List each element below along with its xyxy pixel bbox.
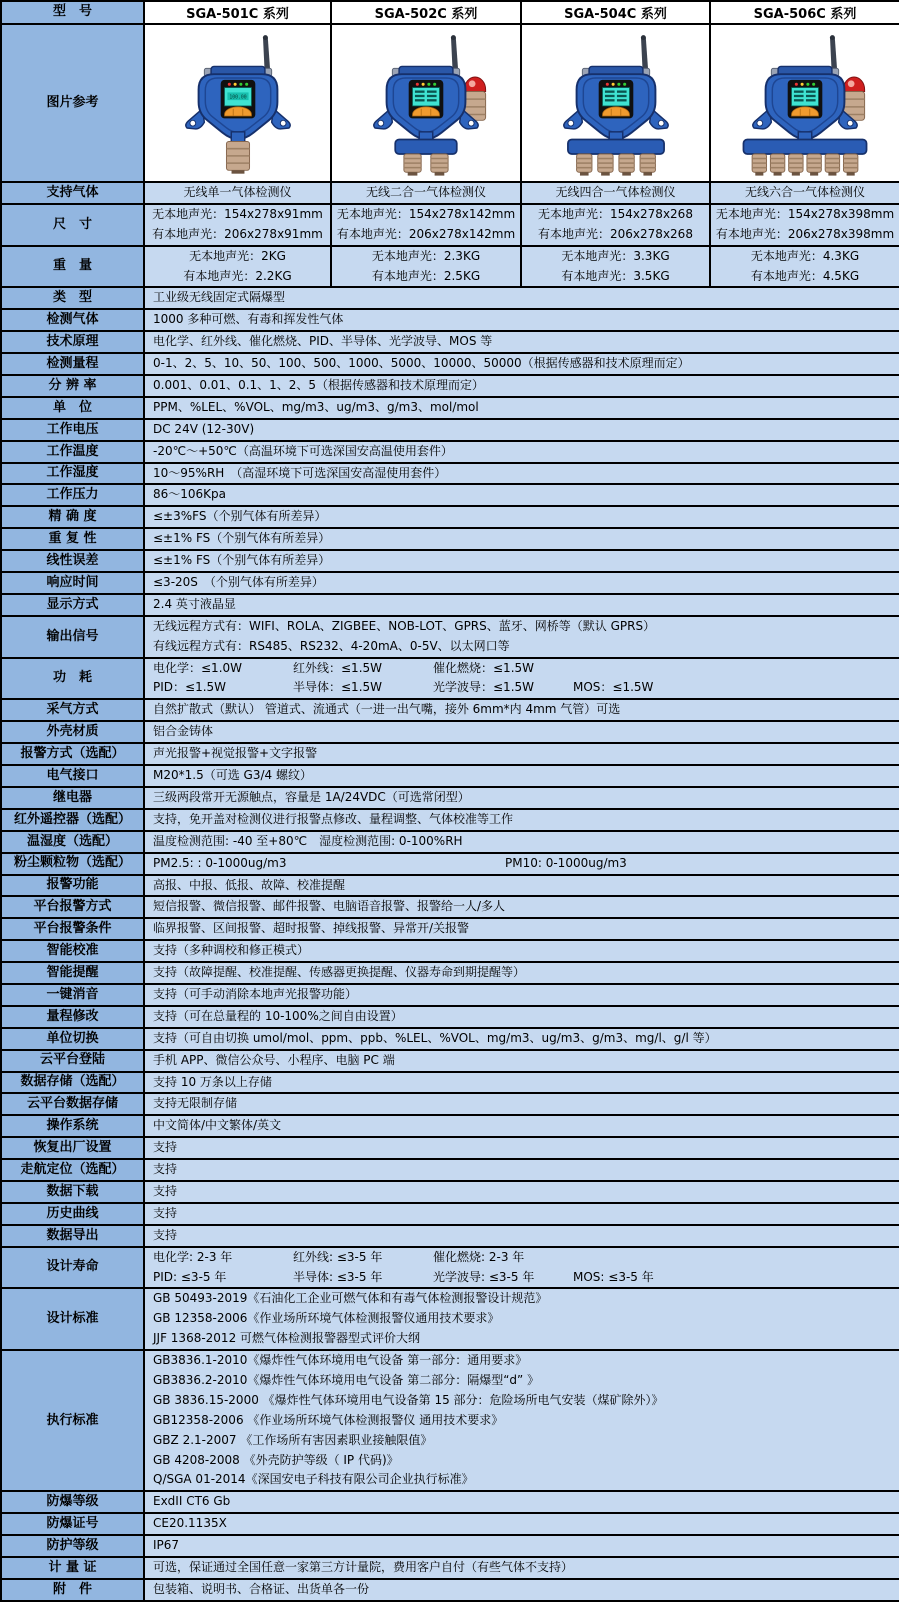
spec-row-label: 工作电压 xyxy=(1,419,144,441)
value-line: 无本地声光：154x278x398mm xyxy=(715,206,895,221)
spec-row-label: 采气方式 xyxy=(1,699,144,721)
value-line xyxy=(145,854,899,874)
value-line: GB 3836.15-2000 《爆炸性气体环境用电气设备第 15 部分：危险场所电气安装（煤矿除外）》 xyxy=(153,1392,664,1407)
spec-row-value xyxy=(331,246,521,288)
spec-row-value xyxy=(144,506,899,528)
spec-row-label: 单 位 xyxy=(1,397,144,419)
value-segment: 半导体：≤1.5W xyxy=(293,680,383,695)
gas-detector-illustration-504c xyxy=(530,28,702,178)
spec-row xyxy=(1,1579,899,1601)
spec-row xyxy=(1,831,899,853)
spec-row-value xyxy=(144,984,899,1006)
value-line: GB 50493-2019《石油化工企业可燃气体和有毒气体检测报警设计规范》 xyxy=(153,1291,548,1306)
spec-row-value xyxy=(144,1028,899,1050)
value-line: M20*1.5（可选 G3/4 螺纹） xyxy=(153,768,312,783)
spec-row-value xyxy=(521,182,710,204)
model-header-sga-504c: SGA-504C 系列 xyxy=(521,1,710,24)
spec-row-label: 计 量 证 xyxy=(1,1557,144,1579)
spec-row xyxy=(1,419,899,441)
value-segment: 红外线: ≤3-5 年 xyxy=(293,1249,383,1264)
spec-row-label: 支持气体 xyxy=(1,182,144,204)
value-line xyxy=(145,659,899,679)
image-row-label: 图片参考 xyxy=(1,24,144,182)
value-line: 短信报警、微信报警、邮件报警、电脑语音报警、报警给一人/多人 xyxy=(153,899,506,914)
spec-row xyxy=(1,787,899,809)
spec-row-label: 分 辨 率 xyxy=(1,375,144,397)
value-line: 支持 xyxy=(153,1183,178,1198)
spec-row-label: 量程修改 xyxy=(1,1006,144,1028)
spec-row-value xyxy=(144,572,899,594)
spec-row xyxy=(1,594,899,616)
spec-row-label: 电气接口 xyxy=(1,765,144,787)
spec-row xyxy=(1,1050,899,1072)
spec-row-value xyxy=(144,1491,899,1513)
spec-row xyxy=(1,550,899,572)
spec-row-label: 平台报警条件 xyxy=(1,918,144,940)
spec-row xyxy=(1,1115,899,1137)
value-line: 手机 APP、微信公众号、小程序、电脑 PC 端 xyxy=(153,1052,395,1067)
model-row-label: 型 号 xyxy=(1,1,144,24)
spec-row xyxy=(1,309,899,331)
gas-detector-illustration-502c xyxy=(340,28,512,178)
spec-row-value xyxy=(144,787,899,809)
spec-row xyxy=(1,721,899,743)
value-line: 无本地声光：154x278x91mm xyxy=(152,206,323,221)
spec-row-label: 检测气体 xyxy=(1,309,144,331)
spec-row-label: 尺 寸 xyxy=(1,204,144,246)
value-line: 中文简体/中文繁体/英文 xyxy=(153,1118,282,1133)
spec-row-label: 设计寿命 xyxy=(1,1247,144,1289)
model-header-sga-501c: SGA-501C 系列 xyxy=(144,1,331,24)
value-segment: 电化学: 2-3 年 xyxy=(153,1249,233,1264)
spec-row xyxy=(1,1093,899,1115)
spec-row-value xyxy=(144,1050,899,1072)
spec-row-value xyxy=(144,484,899,506)
value-line: 无线六合一气体检测仪 xyxy=(744,185,865,199)
spec-row-label: 类 型 xyxy=(1,287,144,309)
value-line: 有本地声光：3.5KG xyxy=(561,268,670,283)
spec-row xyxy=(1,182,899,204)
spec-row-value xyxy=(144,441,899,463)
spec-row-value xyxy=(144,1288,899,1350)
spec-row-value xyxy=(144,419,899,441)
spec-row-label: 外壳材质 xyxy=(1,721,144,743)
spec-row xyxy=(1,940,899,962)
value-segment: 电化学：≤1.0W xyxy=(153,660,243,675)
value-line: 1000 多种可燃、有毒和挥发性气体 xyxy=(153,312,344,327)
spec-row-label: 防护等级 xyxy=(1,1535,144,1557)
value-segment: 红外线：≤1.5W xyxy=(293,660,383,675)
value-segment: PID：≤1.5W xyxy=(153,680,227,695)
value-segment: MOS：≤1.5W xyxy=(573,680,654,695)
spec-row-value xyxy=(144,1203,899,1225)
value-line: 支持 xyxy=(153,1162,178,1177)
spec-row xyxy=(1,287,899,309)
value-line: 有本地声光：4.5KG xyxy=(750,268,860,283)
value-line: 无线四合一气体检测仪 xyxy=(555,185,676,199)
spec-row-label: 操作系统 xyxy=(1,1115,144,1137)
spec-row-value xyxy=(144,743,899,765)
spec-row-value xyxy=(144,658,899,700)
spec-row-value xyxy=(331,182,521,204)
svg-text:100.00: 100.00 xyxy=(228,95,247,101)
spec-row-value xyxy=(710,246,899,288)
spec-row xyxy=(1,699,899,721)
value-line: JJF 1368-2012 可燃气体检测报警器型式评价大纲 xyxy=(153,1331,421,1346)
value-segment: MOS: ≤3-5 年 xyxy=(573,1269,654,1284)
value-line: GB3836.1-2010《爆炸性气体环境用电气设备 第一部分：通用要求》 xyxy=(153,1353,528,1368)
spec-row-label: 云平台登陆 xyxy=(1,1050,144,1072)
spec-row-value xyxy=(144,353,899,375)
spec-row-label: 工作温度 xyxy=(1,441,144,463)
spec-row xyxy=(1,397,899,419)
device-image-cell xyxy=(331,24,521,182)
value-segment: 催化燃烧：≤1.5W xyxy=(433,660,535,675)
spec-row xyxy=(1,875,899,897)
spec-row-label: 执行标准 xyxy=(1,1350,144,1491)
value-line: -20℃～+50℃（高温环境下可选深国安高温使用套件） xyxy=(153,443,453,458)
value-line: 无本地声光：2.3KG xyxy=(371,248,481,263)
value-line: 0.001、0.01、0.1、1、2、5（根据传感器和技术原理而定） xyxy=(153,378,485,393)
value-line: 有本地声光：2.5KG xyxy=(371,268,481,283)
spec-row-label: 走航定位（选配） xyxy=(1,1159,144,1181)
value-line: 无本地声光：3.3KG xyxy=(561,248,670,263)
value-line: GBZ 2.1-2007 《工作场所有害因素职业接触限值》 xyxy=(153,1432,433,1447)
value-line: 可选，保证通过全国任意一家第三方计量院，费用客户自付（有些气体不支持） xyxy=(153,1560,574,1574)
spec-row-value xyxy=(144,962,899,984)
value-line: 声光报警+视觉报警+文字报警 xyxy=(153,746,318,761)
value-line: 无本地声光：4.3KG xyxy=(750,248,860,263)
device-image-cell xyxy=(144,24,331,182)
spec-row-value xyxy=(144,809,899,831)
spec-row-value xyxy=(331,204,521,246)
spec-row-label: 一键消音 xyxy=(1,984,144,1006)
value-line: 自然扩散式（默认） 管道式、流通式（一进一出气嘴，接外 6mm*内 4mm 气管）可选 xyxy=(153,702,621,717)
spec-row xyxy=(1,1288,899,1350)
value-line: DC 24V (12-30V) xyxy=(153,421,255,436)
spec-row xyxy=(1,204,899,246)
spec-row-label: 附 件 xyxy=(1,1579,144,1601)
spec-row xyxy=(1,616,899,658)
value-line: 三级两段常开无源触点，容量是 1A/24VDC（可选常闭型） xyxy=(153,789,470,804)
spec-row-label: 防爆等级 xyxy=(1,1491,144,1513)
value-line: 温度检测范围: -40 至+80℃ 湿度检测范围: 0-100%RH xyxy=(153,833,463,848)
spec-row-label: 重 复 性 xyxy=(1,528,144,550)
spec-row-value xyxy=(144,331,899,353)
spec-row-value xyxy=(144,853,899,875)
spec-row xyxy=(1,743,899,765)
spec-row xyxy=(1,1159,899,1181)
model-header-sga-506c: SGA-506C 系列 xyxy=(710,1,899,24)
spec-row xyxy=(1,353,899,375)
spec-row-value xyxy=(144,309,899,331)
value-line: ≤3-20S （个别气体有所差异） xyxy=(153,575,324,590)
spec-row-value xyxy=(144,831,899,853)
value-line: ≤±3%FS（个别气体有所差异） xyxy=(153,509,327,524)
spec-row-label: 输出信号 xyxy=(1,616,144,658)
value-line: 支持 xyxy=(153,1227,178,1242)
model-header-row xyxy=(1,1,899,24)
spec-row xyxy=(1,1072,899,1094)
spec-row-label: 重 量 xyxy=(1,246,144,288)
value-line: 临界报警、区间报警、超时报警、掉线报警、异常开/关报警 xyxy=(153,921,470,936)
spec-row-value xyxy=(710,182,899,204)
value-line: 包装箱、说明书、合格证、出货单各一份 xyxy=(153,1581,370,1596)
spec-row-value xyxy=(144,1006,899,1028)
value-line: 支持（故障提醒、校准提醒、传感器更换提醒、仪器寿命到期提醒等） xyxy=(153,965,526,980)
value-line: 支持 10 万条以上存储 xyxy=(153,1074,272,1089)
value-line: 有本地声光：206x278x268 xyxy=(538,226,693,241)
spec-row xyxy=(1,441,899,463)
value-line: 有本地声光：206x278x91mm xyxy=(152,226,323,241)
spec-row-value xyxy=(144,1350,899,1491)
spec-row-label: 精 确 度 xyxy=(1,506,144,528)
spec-row xyxy=(1,463,899,485)
value-line xyxy=(145,1268,899,1288)
spec-row-label: 显示方式 xyxy=(1,594,144,616)
spec-row xyxy=(1,853,899,875)
spec-row-label: 红外遥控器（选配） xyxy=(1,809,144,831)
device-image-cell xyxy=(521,24,710,182)
spec-row xyxy=(1,1028,899,1050)
value-line: 高报、中报、低报、故障、校准提醒 xyxy=(153,877,346,892)
spec-row-value xyxy=(144,1159,899,1181)
spec-row-value xyxy=(144,182,331,204)
spec-row-value xyxy=(144,918,899,940)
spec-row-value xyxy=(144,1579,899,1601)
spec-row-label: 云平台数据存储 xyxy=(1,1093,144,1115)
spec-row xyxy=(1,1137,899,1159)
spec-row xyxy=(1,1225,899,1247)
spec-row-value xyxy=(144,287,899,309)
spec-row-label: 报警方式（选配） xyxy=(1,743,144,765)
value-line: 电化学、红外线、催化燃烧、PID、半导体、光学波导、MOS 等 xyxy=(153,334,493,349)
spec-row-value xyxy=(144,204,331,246)
value-segment: PID: ≤3-5 年 xyxy=(153,1269,227,1284)
spec-row xyxy=(1,1557,899,1579)
spec-row-value xyxy=(144,765,899,787)
value-line: 10～95%RH （高湿环境下可选深国安高湿使用套件） xyxy=(153,465,447,480)
spec-row-label: 报警功能 xyxy=(1,875,144,897)
value-line: ≤±1% FS（个别气体有所差异） xyxy=(153,531,331,546)
value-line xyxy=(145,678,899,698)
spec-row-label: 工作湿度 xyxy=(1,463,144,485)
value-line: 铝合金铸体 xyxy=(153,724,214,739)
spec-row-label: 功 耗 xyxy=(1,658,144,700)
value-segment: 半导体: ≤3-5 年 xyxy=(293,1269,383,1284)
spec-row-value xyxy=(144,1513,899,1535)
spec-row-label: 温湿度（选配） xyxy=(1,831,144,853)
spec-row-label: 防爆证号 xyxy=(1,1513,144,1535)
spec-row xyxy=(1,765,899,787)
spec-row-value xyxy=(144,1557,899,1579)
spec-row xyxy=(1,1006,899,1028)
value-line: 86～106Kpa xyxy=(153,487,227,502)
value-segment: PM10: 0-1000ug/m3 xyxy=(505,855,627,870)
value-segment: 光学波导: ≤3-5 年 xyxy=(433,1269,535,1284)
value-line: 支持 xyxy=(153,1140,178,1155)
value-segment: PM2.5: : 0-1000ug/m3 xyxy=(153,855,287,870)
spec-row xyxy=(1,809,899,831)
spec-row-value xyxy=(144,1115,899,1137)
value-line: GB 4208-2008 《外壳防护等级（ IP 代码)》 xyxy=(153,1452,399,1467)
value-line: ≤±1% FS（个别气体有所差异） xyxy=(153,553,331,568)
spec-row xyxy=(1,331,899,353)
spec-row xyxy=(1,506,899,528)
spec-row-label: 智能校准 xyxy=(1,940,144,962)
spec-row-label: 智能提醒 xyxy=(1,962,144,984)
spec-row-label: 恢复出厂设置 xyxy=(1,1137,144,1159)
model-header-sga-502c: SGA-502C 系列 xyxy=(331,1,521,24)
spec-row xyxy=(1,484,899,506)
gas-detector-illustration-501c xyxy=(152,28,324,178)
value-line: 无本地声光：2KG xyxy=(189,248,286,263)
value-line: 支持（可自由切换 umol/mol、ppm、ppb、%LEL、%VOL、mg/m3、ug/m3、g/m3、mg/l、g/l 等） xyxy=(153,1030,717,1045)
value-line: 有本地声光：206x278x398mm xyxy=(715,226,895,241)
spec-row-label: 继电器 xyxy=(1,787,144,809)
spec-row xyxy=(1,658,899,700)
value-line: 有线远程方式有：RS485、RS232、4-20mA、0-5V、以太网口等 xyxy=(153,638,510,653)
spec-row-value xyxy=(144,896,899,918)
value-segment: 光学波导：≤1.5W xyxy=(433,680,535,695)
spec-row-label: 检测量程 xyxy=(1,353,144,375)
value-line: CE20.1135X xyxy=(153,1516,227,1531)
spec-row xyxy=(1,1491,899,1513)
image-row xyxy=(1,24,899,182)
value-line: 支持 xyxy=(153,1205,178,1220)
spec-row-value xyxy=(144,940,899,962)
spec-row-label: 设计标准 xyxy=(1,1288,144,1350)
value-line: PPM、%LEL、%VOL、mg/m3、ug/m3、g/m3、mol/mol xyxy=(153,399,479,414)
value-line: 支持（多种调校和修正模式） xyxy=(153,943,310,958)
value-line: 支持无限制存储 xyxy=(153,1096,238,1111)
value-line: Q/SGA 01-2014《深国安电子科技有限公司企业执行标准》 xyxy=(153,1472,474,1487)
spec-row xyxy=(1,962,899,984)
value-line xyxy=(145,1248,899,1268)
spec-row xyxy=(1,528,899,550)
spec-row-value xyxy=(144,1093,899,1115)
spec-row xyxy=(1,1513,899,1535)
value-line: 无线远程方式有：WIFI、ROLA、ZIGBEE、NOB-LOT、GPRS、蓝牙、网桥等（默认 GPRS） xyxy=(153,618,656,633)
device-image-cell xyxy=(710,24,899,182)
spec-row-value xyxy=(710,204,899,246)
value-segment: 催化燃烧: 2-3 年 xyxy=(433,1249,525,1264)
spec-row-value xyxy=(521,204,710,246)
spec-row-label: 单位切换 xyxy=(1,1028,144,1050)
spec-row-value xyxy=(144,1137,899,1159)
spec-row xyxy=(1,984,899,1006)
value-line: 无线单一气体检测仪 xyxy=(183,185,292,199)
spec-row-label: 数据下载 xyxy=(1,1181,144,1203)
spec-row xyxy=(1,1247,899,1289)
spec-row xyxy=(1,246,899,288)
value-line: 无线二合一气体检测仪 xyxy=(365,185,486,199)
spec-row xyxy=(1,1203,899,1225)
spec-row-value xyxy=(144,875,899,897)
spec-row xyxy=(1,1181,899,1203)
value-line: GB3836.2-2010《爆炸性气体环境用电气设备 第二部分：隔爆型“d” 》 xyxy=(153,1372,540,1387)
spec-row-value xyxy=(144,1072,899,1094)
spec-row-value xyxy=(144,246,331,288)
value-line: 工业级无线固定式隔爆型 xyxy=(153,290,286,305)
spec-row-value xyxy=(144,616,899,658)
value-line: 0-1、2、5、10、50、100、500、1000、5000、10000、50000（根据传感器和技术原理而定） xyxy=(153,356,690,371)
spec-row xyxy=(1,918,899,940)
value-line: 无本地声光：154x278x268 xyxy=(538,206,693,221)
gas-detector-illustration-506c xyxy=(719,28,891,178)
spec-row xyxy=(1,375,899,397)
spec-row-label: 线性误差 xyxy=(1,550,144,572)
spec-row-value xyxy=(144,1247,899,1289)
spec-row-label: 工作压力 xyxy=(1,484,144,506)
spec-row xyxy=(1,572,899,594)
value-line: ExdII CT6 Gb xyxy=(153,1494,231,1509)
spec-row-value xyxy=(144,550,899,572)
spec-row xyxy=(1,896,899,918)
value-line: GB12358-2006 《作业场所环境气体检测报警仪 通用技术要求》 xyxy=(153,1412,504,1427)
spec-row-value xyxy=(521,246,710,288)
spec-row-value xyxy=(144,1225,899,1247)
value-line: GB 12358-2006《作业场所环境气体检测报警仪通用技术要求》 xyxy=(153,1311,500,1326)
spec-row-value xyxy=(144,699,899,721)
spec-row-label: 响应时间 xyxy=(1,572,144,594)
spec-row-value xyxy=(144,1181,899,1203)
value-line: 有本地声光：2.2KG xyxy=(183,268,292,283)
spec-row-value xyxy=(144,528,899,550)
spec-row-label: 平台报警方式 xyxy=(1,896,144,918)
value-line: 支持（可手动消除本地声光报警功能） xyxy=(153,986,358,1001)
spec-row-label: 粉尘颗粒物（选配） xyxy=(1,853,144,875)
value-line: 支持（可在总量程的 10-100%之间自由设置） xyxy=(153,1008,403,1023)
spec-row-label: 技术原理 xyxy=(1,331,144,353)
spec-row-label: 数据导出 xyxy=(1,1225,144,1247)
spec-row-label: 数据存储（选配） xyxy=(1,1072,144,1094)
spec-row-value xyxy=(144,463,899,485)
value-line: 支持，免开盖对检测仪进行报警点修改、量程调整、气体校准等工作 xyxy=(153,811,514,826)
spec-row-label: 历史曲线 xyxy=(1,1203,144,1225)
spec-row-value xyxy=(144,721,899,743)
spec-row xyxy=(1,1535,899,1557)
value-line: 2.4 英寸液晶显 xyxy=(153,596,236,611)
value-line: 无本地声光：154x278x142mm xyxy=(336,206,516,221)
spec-row-value xyxy=(144,594,899,616)
spec-row-value xyxy=(144,375,899,397)
value-line: IP67 xyxy=(153,1538,180,1553)
spec-row-value xyxy=(144,1535,899,1557)
spec-row-value xyxy=(144,397,899,419)
spec-row xyxy=(1,1350,899,1491)
value-line: 有本地声光：206x278x142mm xyxy=(336,226,516,241)
